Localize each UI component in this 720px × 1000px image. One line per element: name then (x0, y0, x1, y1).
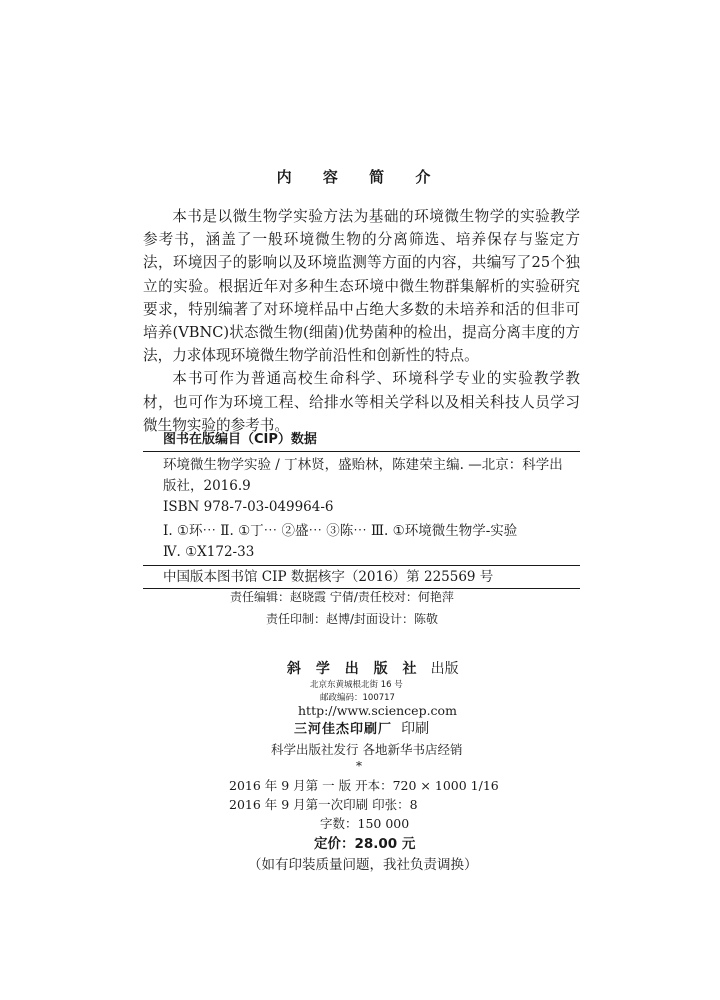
price-line (314, 832, 415, 852)
price-label: 定价： (314, 836, 355, 852)
publisher-action: 出版 (430, 661, 459, 677)
summary-paragraph-1: 本书是以微生物学实验方法为基础的环境微生物学的实验教学参考书，涵盖了一般环境微生物的分离筛选、培养保存与鉴定方法，环境因子的影响以及环境监测等方面的内容，共编写了25个独立的实验。根据近年对多种生态环境中微生物群集解析的实验研究要求，特别编著了对环境样品中占绝大多数的未培养和活的但非可培养(VBNC)状态微生物(细菌)优势菌种的检出，提高分离丰度的方法，力求体现环境微生物学前沿性和创新性的特点。 (143, 208, 580, 365)
cip-isbn: ISBN 978-7-03-049964-6 (163, 499, 334, 515)
publisher-postcode: 邮政编码：100717 (320, 693, 395, 703)
printer-name: 三河佳杰印刷厂 (294, 722, 393, 737)
editors-line: 责任印制：赵博/封面设计：陈敬 (266, 612, 439, 626)
summary-text (143, 205, 580, 437)
cip-record (143, 452, 580, 563)
publisher-url: http://www.sciencep.com (298, 703, 457, 718)
editors-line: 责任编辑：赵晓霞 宁倩/责任校对：何艳萍 (230, 590, 454, 604)
quality-note: （如有印装质量问题，我社负责调换） (248, 857, 478, 873)
cip-subjects-line: Ⅳ. ①X172-33 (163, 544, 255, 560)
edition-line: 2016 年 9 月第 一 版 开本：720 × 1000 1/16 (229, 778, 499, 793)
summary-paragraph-2: 本书可作为普通高校生命科学、环境科学专业的实验教学教材，也可作为环境工程、给排水等相关学科以及相关科技人员学习微生物实验的参考书。 (143, 370, 580, 434)
cip-record-line: 环境微生物学实验 / 丁林贤，盛贻林，陈建荣主编. —北京：科学出 (163, 457, 563, 473)
summary-heading: 内 容 简 介 (276, 168, 444, 186)
separator-star: * (356, 759, 362, 773)
wordcount-line: 字数：150 000 (320, 816, 410, 831)
distribution-line: 科学出版社发行 各地新华书店经销 (271, 742, 463, 757)
publisher-address: 北京东黄城根北街 16 号 (310, 680, 403, 690)
cip-title: 图书在版编目（CIP）数据 (143, 431, 580, 452)
printing-line: 2016 年 9 月第一次印刷 印张：8 (229, 797, 418, 812)
cip-record-line: 版社，2016.9 (163, 478, 251, 494)
printer-action: 印刷 (401, 721, 430, 737)
cip-subjects-line: Ⅰ. ①环⋯ Ⅱ. ①丁⋯ ②盛⋯ ③陈⋯ Ⅲ. ①环境微生物学-实验 (163, 523, 518, 539)
publisher-name: 斜 学 出 版 社 (287, 661, 422, 677)
cip-data-block (143, 431, 580, 589)
price-value: 28.00 元 (354, 836, 416, 852)
cip-approval-number: 中国版本图书馆 CIP 数据核字（2016）第 225569 号 (143, 566, 580, 589)
